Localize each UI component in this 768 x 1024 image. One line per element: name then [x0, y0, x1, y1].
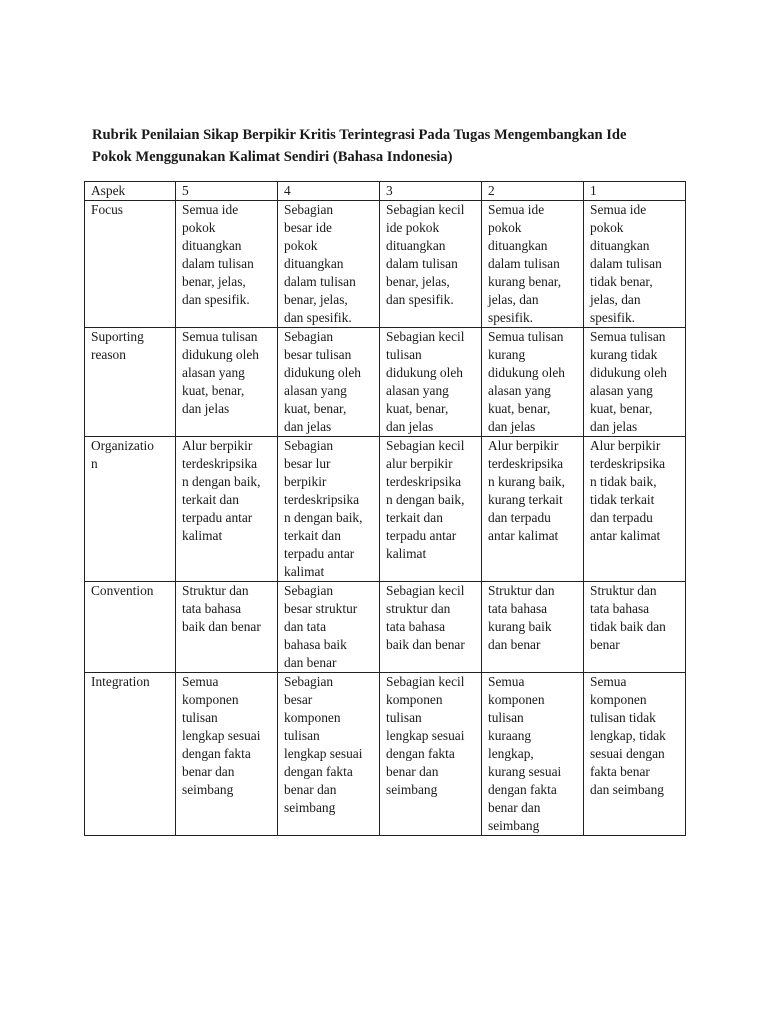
criteria-text-line: n dengan baik, — [386, 492, 465, 507]
aspect-cell — [85, 201, 176, 328]
criteria-text-line: dituangkan — [182, 238, 242, 253]
aspect-cell — [85, 673, 176, 836]
criteria-text-line: Sebagian kecil — [386, 202, 465, 217]
aspect-label-line: reason — [91, 347, 126, 362]
criteria-text-line: fakta benar — [590, 764, 650, 779]
criteria-text-line: n kurang baik, — [488, 474, 565, 489]
criteria-text-line: dalam tulisan — [284, 274, 356, 289]
criteria-text-line: benar dan — [182, 764, 235, 779]
criteria-text-line: benar dan — [386, 764, 439, 779]
criteria-text-line: terkait dan — [386, 510, 443, 525]
aspect-cell — [85, 582, 176, 673]
criteria-text-line: dan terpadu — [488, 510, 551, 525]
criteria-text-line: Struktur dan — [488, 583, 555, 598]
criteria-text-line: dalam tulisan — [488, 256, 560, 271]
criteria-text-line: seimbang — [284, 800, 336, 815]
score-1-cell — [584, 673, 686, 836]
criteria-text-line: dituangkan — [284, 256, 344, 271]
criteria-text-line: tulisan — [488, 710, 524, 725]
criteria-text-line: kurang sesuai — [488, 764, 562, 779]
header-aspek: Aspek — [85, 182, 176, 201]
criteria-text-line: kuat, benar, — [386, 401, 449, 416]
criteria-text-line: n dengan baik, — [182, 474, 261, 489]
criteria-text-line: terkait dan — [182, 492, 239, 507]
aspect-cell — [85, 437, 176, 582]
criteria-text-line: antar kalimat — [488, 528, 559, 543]
criteria-text-line: spesifik. — [590, 310, 636, 325]
criteria-text-line: antar kalimat — [590, 528, 661, 543]
score-1-cell — [584, 328, 686, 437]
criteria-text-line: dengan fakta — [284, 764, 353, 779]
criteria-text-line: Alur berpikir — [488, 438, 559, 453]
criteria-text-line: kurang tidak — [590, 347, 658, 362]
criteria-text-line: tidak benar, — [590, 274, 653, 289]
criteria-text-line: terpadu antar — [284, 546, 355, 561]
document-title-line: Rubrik Penilaian Sikap Berpikir Kritis Terintegrasi Pada Tugas Mengembangkan Ide — [92, 127, 627, 143]
criteria-text-line: seimbang — [488, 818, 540, 833]
score-5-cell — [176, 437, 278, 582]
score-4-cell — [278, 201, 380, 328]
criteria-text-line: sesuai dengan — [590, 746, 665, 761]
criteria-text-line: bahasa baik — [284, 637, 347, 652]
criteria-text-line: dan tata — [284, 619, 327, 634]
aspect-cell — [85, 328, 176, 437]
criteria-text-line: Semua ide — [182, 202, 239, 217]
criteria-text-line: benar dan — [488, 800, 541, 815]
criteria-text-line: benar dan — [284, 782, 337, 797]
criteria-text-line: dan seimbang — [590, 782, 665, 797]
criteria-text-line: dan spesifik. — [386, 292, 454, 307]
aspect-label-line: Organizatio — [91, 438, 154, 453]
criteria-text-line: tata bahasa — [386, 619, 446, 634]
score-2-cell — [482, 437, 584, 582]
criteria-text-line: terpadu antar — [386, 528, 457, 543]
criteria-text-line: terdeskripsika — [182, 456, 258, 471]
criteria-text-line: dan spesifik. — [284, 310, 352, 325]
criteria-text-line: besar — [284, 692, 313, 707]
score-4-cell — [278, 328, 380, 437]
criteria-text-line: struktur dan — [386, 601, 451, 616]
score-2-cell — [482, 328, 584, 437]
criteria-text-line: benar — [590, 637, 620, 652]
criteria-text-line: dan spesifik. — [182, 292, 250, 307]
criteria-text-line: didukung oleh — [488, 365, 565, 380]
criteria-text-line: tulisan — [386, 710, 422, 725]
criteria-text-line: Semua ide — [590, 202, 647, 217]
table-row — [85, 673, 686, 836]
aspect-label-line: Focus — [91, 202, 123, 217]
criteria-text-line: komponen — [590, 692, 647, 707]
score-3-cell — [380, 201, 482, 328]
criteria-text-line: besar lur — [284, 456, 331, 471]
criteria-text-line: tulisan — [386, 347, 422, 362]
criteria-text-line: dan jelas — [590, 419, 638, 434]
score-1-cell — [584, 582, 686, 673]
score-3-cell — [380, 673, 482, 836]
score-2-cell — [482, 582, 584, 673]
criteria-text-line: didukung oleh — [386, 365, 463, 380]
criteria-text-line: benar, jelas, — [386, 274, 450, 289]
criteria-text-line: lengkap sesuai — [386, 728, 465, 743]
criteria-text-line: Semua tulisan — [182, 329, 258, 344]
criteria-text-line: pokok — [182, 220, 216, 235]
criteria-text-line: kurang benar, — [488, 274, 562, 289]
criteria-text-line: n dengan baik, — [284, 510, 363, 525]
header-score-5: 5 — [176, 182, 278, 201]
criteria-text-line: kuat, benar, — [284, 401, 347, 416]
criteria-text-line: alur berpikir — [386, 456, 453, 471]
header-score-3: 3 — [380, 182, 482, 201]
criteria-text-line: lengkap sesuai — [182, 728, 261, 743]
criteria-text-line: tidak baik dan — [590, 619, 666, 634]
criteria-text-line: tata bahasa — [590, 601, 650, 616]
criteria-text-line: Alur berpikir — [590, 438, 661, 453]
criteria-text-line: kuat, benar, — [182, 383, 245, 398]
criteria-text-line: kalimat — [386, 546, 427, 561]
score-4-cell — [278, 437, 380, 582]
criteria-text-line: Sebagian — [284, 202, 334, 217]
rubric-table — [84, 181, 686, 836]
criteria-text-line: didukung oleh — [284, 365, 361, 380]
criteria-text-line: dituangkan — [590, 238, 650, 253]
criteria-text-line: lengkap, tidak — [590, 728, 666, 743]
criteria-text-line: Sebagian kecil — [386, 583, 465, 598]
criteria-text-line: Sebagian — [284, 674, 334, 689]
score-4-cell — [278, 582, 380, 673]
score-1-cell — [584, 437, 686, 582]
criteria-text-line: lengkap sesuai — [284, 746, 363, 761]
criteria-text-line: terdeskripsika — [386, 474, 462, 489]
criteria-text-line: kuat, benar, — [590, 401, 653, 416]
criteria-text-line: kuat, benar, — [488, 401, 551, 416]
criteria-text-line: dituangkan — [488, 238, 548, 253]
criteria-text-line: Sebagian — [284, 583, 334, 598]
score-5-cell — [176, 201, 278, 328]
criteria-text-line: Semua tulisan — [590, 329, 666, 344]
criteria-text-line: kurang terkait — [488, 492, 563, 507]
score-2-cell — [482, 673, 584, 836]
criteria-text-line: tidak terkait — [590, 492, 655, 507]
criteria-text-line: komponen — [386, 692, 443, 707]
criteria-text-line: Sebagian — [284, 329, 334, 344]
criteria-text-line: dengan fakta — [488, 782, 557, 797]
table-row — [85, 582, 686, 673]
criteria-text-line: alasan yang — [488, 383, 551, 398]
score-4-cell — [278, 673, 380, 836]
criteria-text-line: dan benar — [488, 637, 541, 652]
criteria-text-line: terdeskripsika — [590, 456, 666, 471]
criteria-text-line: dan benar — [284, 655, 337, 670]
criteria-text-line: tulisan tidak — [590, 710, 656, 725]
criteria-text-line: besar struktur — [284, 601, 358, 616]
criteria-text-line: terkait dan — [284, 528, 341, 543]
criteria-text-line: baik dan benar — [386, 637, 465, 652]
criteria-text-line: kalimat — [284, 564, 325, 579]
criteria-text-line: kalimat — [182, 528, 223, 543]
criteria-text-line: komponen — [284, 710, 341, 725]
criteria-text-line: Semua tulisan — [488, 329, 564, 344]
score-5-cell — [176, 582, 278, 673]
criteria-text-line: Semua — [488, 674, 525, 689]
criteria-text-line: jelas, dan — [590, 292, 641, 307]
criteria-text-line: dan terpadu — [590, 510, 653, 525]
criteria-text-line: terdeskripsika — [284, 492, 360, 507]
criteria-text-line: Sebagian kecil — [386, 329, 465, 344]
criteria-text-line: besar ide — [284, 220, 332, 235]
table-header-row — [85, 182, 686, 201]
aspect-label-line: Convention — [91, 583, 154, 598]
document-title-line: Pokok Menggunakan Kalimat Sendiri (Bahasa Indonesia) — [92, 149, 453, 165]
criteria-text-line: kurang baik — [488, 619, 552, 634]
table-row — [85, 328, 686, 437]
aspect-label-line: Suporting — [91, 329, 144, 344]
criteria-text-line: dengan fakta — [386, 746, 455, 761]
criteria-text-line: berpikir — [284, 474, 327, 489]
header-score-1: 1 — [584, 182, 686, 201]
criteria-text-line: spesifik. — [488, 310, 534, 325]
criteria-text-line: Sebagian kecil — [386, 674, 465, 689]
criteria-text-line: didukung oleh — [590, 365, 667, 380]
criteria-text-line: Struktur dan — [590, 583, 657, 598]
criteria-text-line: Sebagian — [284, 438, 334, 453]
criteria-text-line: ide pokok — [386, 220, 440, 235]
criteria-text-line: Struktur dan — [182, 583, 249, 598]
score-5-cell — [176, 673, 278, 836]
criteria-text-line: dan jelas — [488, 419, 536, 434]
criteria-text-line: besar tulisan — [284, 347, 352, 362]
criteria-text-line: seimbang — [386, 782, 438, 797]
criteria-text-line: benar, jelas, — [284, 292, 348, 307]
table-row — [85, 201, 686, 328]
criteria-text-line: tulisan — [182, 710, 218, 725]
criteria-text-line: dengan fakta — [182, 746, 251, 761]
score-3-cell — [380, 328, 482, 437]
criteria-text-line: didukung oleh — [182, 347, 259, 362]
header-score-2: 2 — [482, 182, 584, 201]
criteria-text-line: tata bahasa — [182, 601, 242, 616]
score-5-cell — [176, 328, 278, 437]
criteria-text-line: Sebagian kecil — [386, 438, 465, 453]
criteria-text-line: dan jelas — [284, 419, 332, 434]
criteria-text-line: dalam tulisan — [182, 256, 254, 271]
criteria-text-line: komponen — [182, 692, 239, 707]
aspect-label-line: Integration — [91, 674, 150, 689]
criteria-text-line: komponen — [488, 692, 545, 707]
document-title — [92, 124, 692, 168]
criteria-text-line: pokok — [284, 238, 318, 253]
criteria-text-line: Semua — [590, 674, 627, 689]
criteria-text-line: alasan yang — [590, 383, 653, 398]
score-3-cell — [380, 437, 482, 582]
criteria-text-line: n tidak baik, — [590, 474, 657, 489]
criteria-text-line: seimbang — [182, 782, 234, 797]
criteria-text-line: tata bahasa — [488, 601, 548, 616]
criteria-text-line: benar, jelas, — [182, 274, 246, 289]
criteria-text-line: dan jelas — [386, 419, 434, 434]
criteria-text-line: alasan yang — [284, 383, 347, 398]
criteria-text-line: jelas, dan — [488, 292, 539, 307]
criteria-text-line: dalam tulisan — [386, 256, 458, 271]
score-1-cell — [584, 201, 686, 328]
criteria-text-line: lengkap, — [488, 746, 534, 761]
criteria-text-line: terdeskripsika — [488, 456, 564, 471]
score-2-cell — [482, 201, 584, 328]
criteria-text-line: terpadu antar — [182, 510, 253, 525]
criteria-text-line: kuraang — [488, 728, 532, 743]
criteria-text-line: Semua ide — [488, 202, 545, 217]
criteria-text-line: alasan yang — [182, 365, 245, 380]
table-row — [85, 437, 686, 582]
rubric-table-body — [85, 201, 686, 836]
criteria-text-line: dalam tulisan — [590, 256, 662, 271]
header-score-4: 4 — [278, 182, 380, 201]
criteria-text-line: pokok — [488, 220, 522, 235]
criteria-text-line: baik dan benar — [182, 619, 261, 634]
criteria-text-line: alasan yang — [386, 383, 449, 398]
criteria-text-line: kurang — [488, 347, 526, 362]
aspect-label-line: n — [91, 456, 98, 471]
criteria-text-line: pokok — [590, 220, 624, 235]
score-3-cell — [380, 582, 482, 673]
criteria-text-line: dituangkan — [386, 238, 446, 253]
criteria-text-line: Semua — [182, 674, 219, 689]
criteria-text-line: tulisan — [284, 728, 320, 743]
criteria-text-line: dan jelas — [182, 401, 230, 416]
criteria-text-line: Alur berpikir — [182, 438, 253, 453]
